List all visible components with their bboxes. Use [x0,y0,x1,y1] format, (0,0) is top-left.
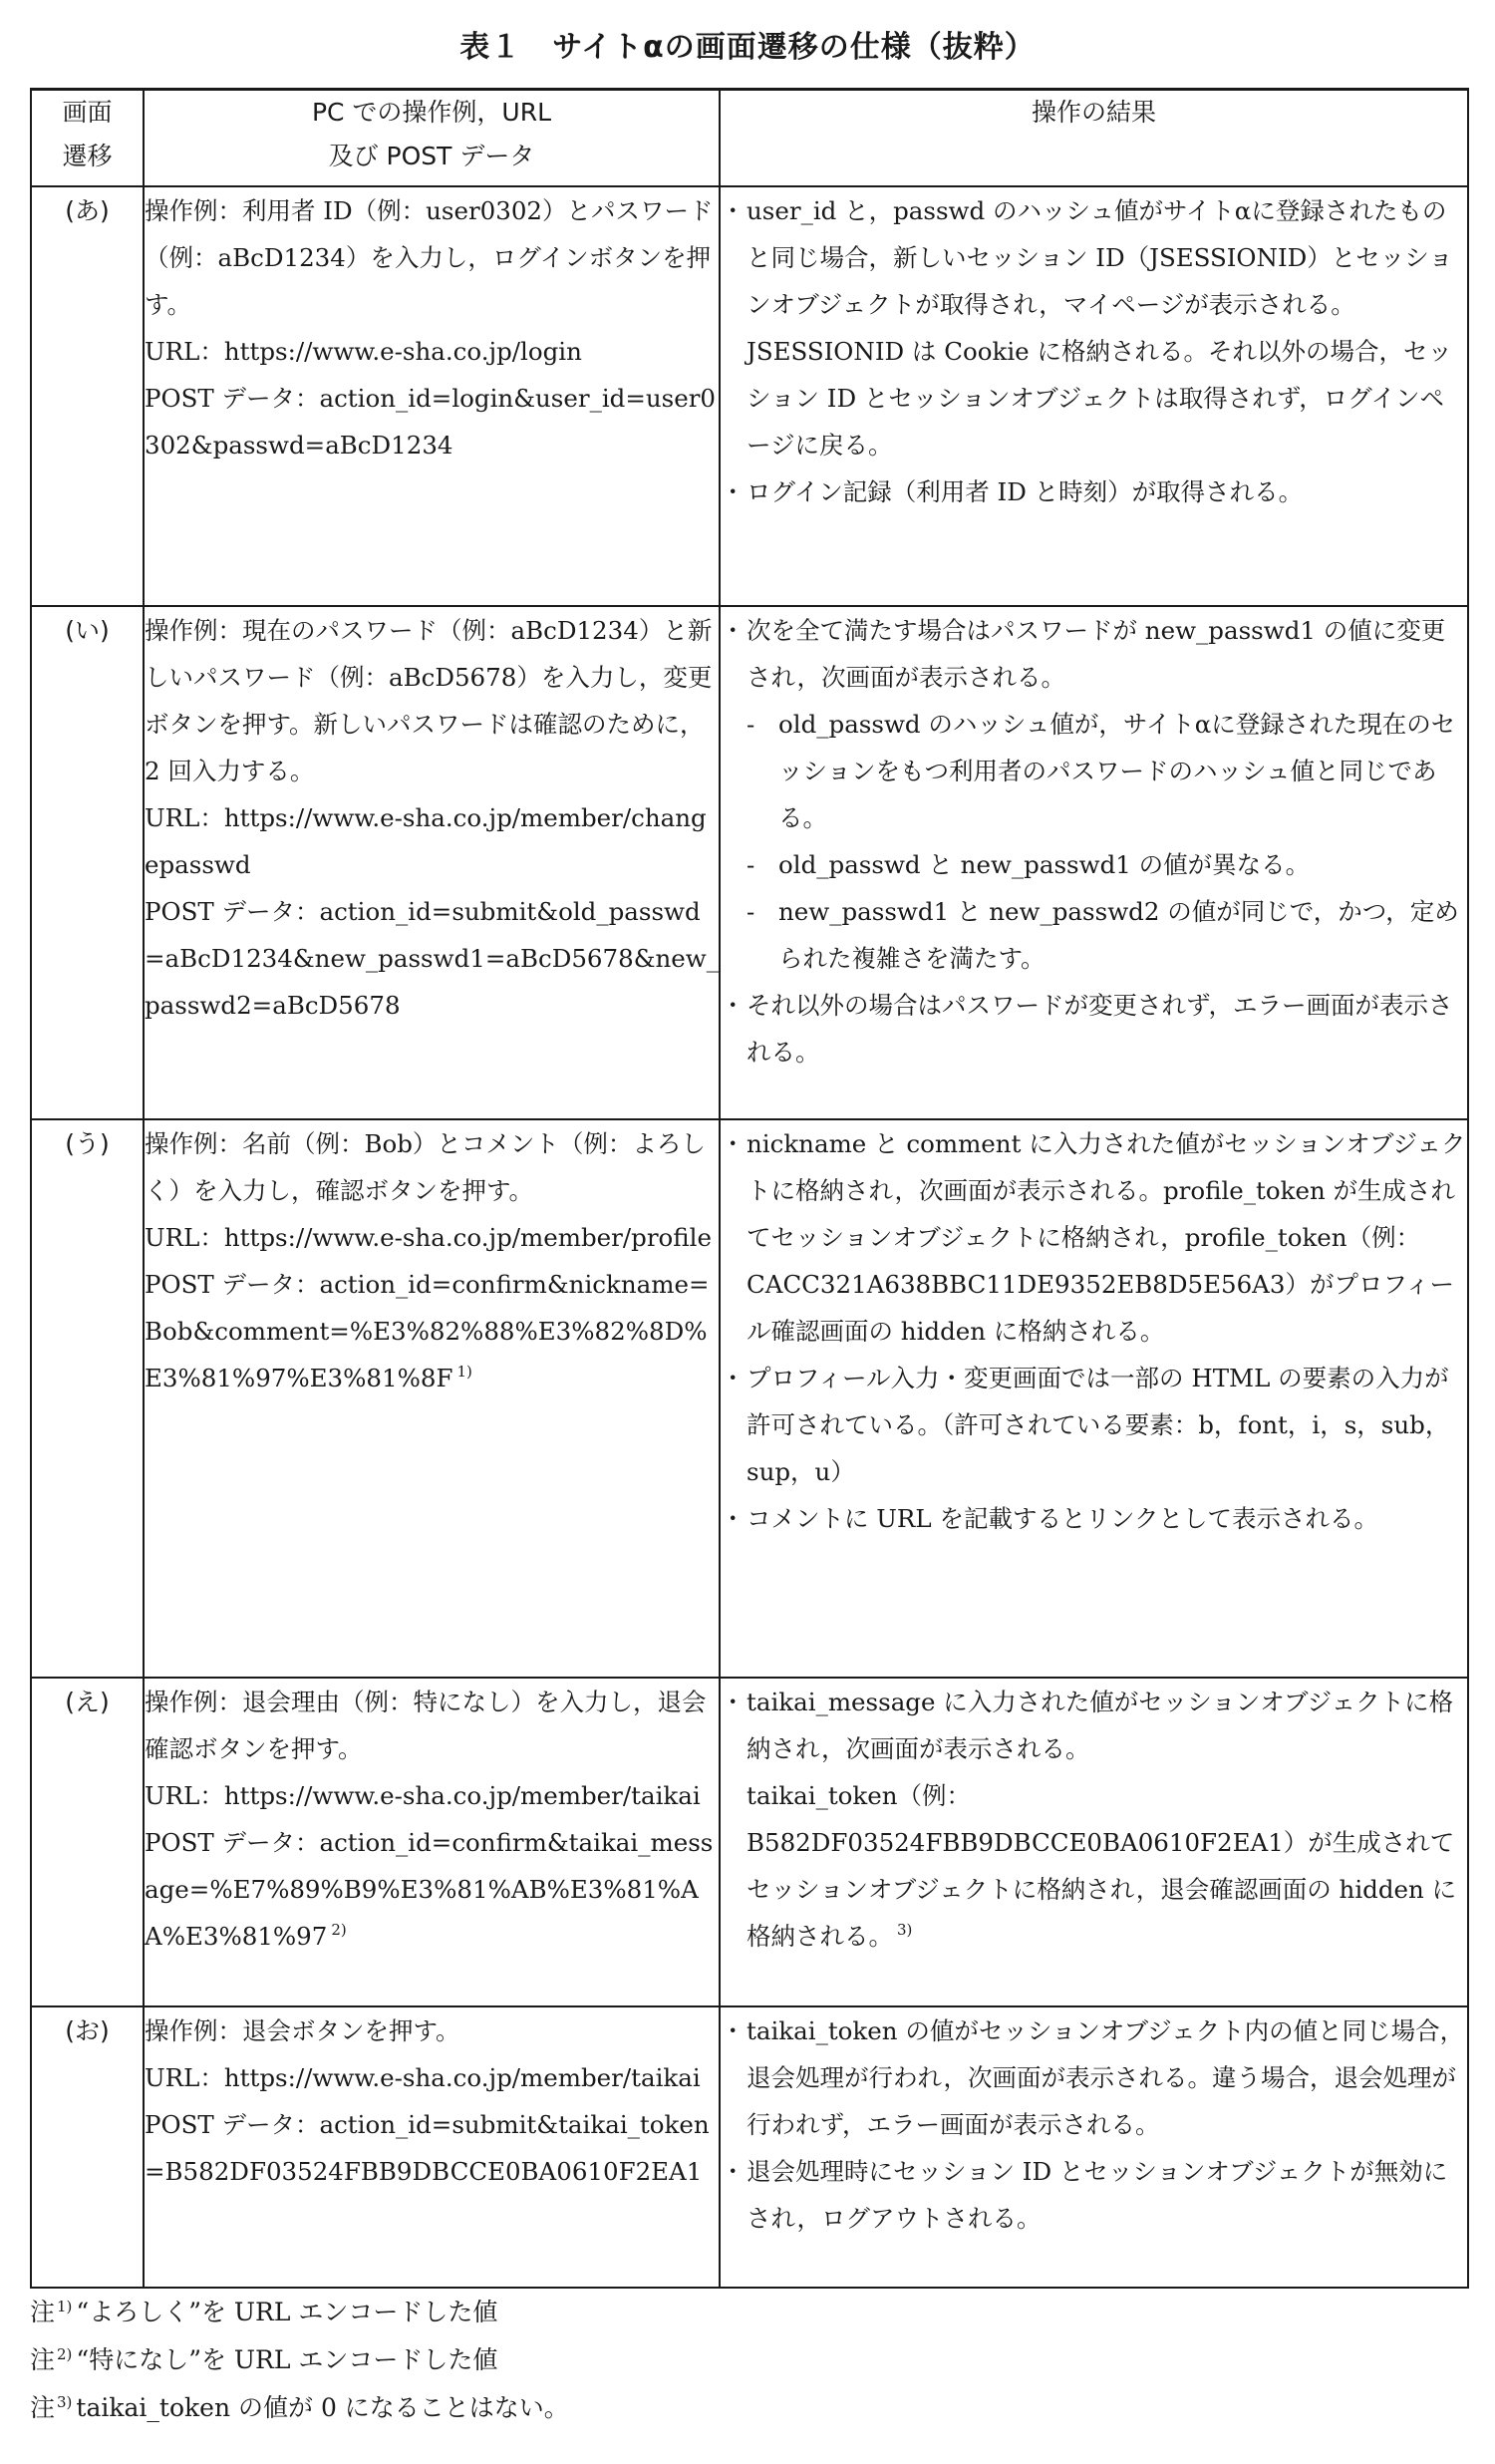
footnote-ref: 2) [331,1921,347,1940]
footnotes [30,2289,569,2432]
footnote-text: taikai_token の値が 0 になることはない。 [76,2393,569,2422]
operation-url: URL：https://www.e-sha.co.jp/member/taikai [145,1780,701,1810]
operation-cell [144,186,720,606]
operation-post-data [145,375,719,468]
header-transition-line2: 遷移 [62,142,113,170]
result-cell [720,2006,1468,2288]
table-row [31,606,1468,1119]
table-title: 表１ サイトαの画面遷移の仕様（抜粋） [459,30,1036,65]
table-row [31,1119,1468,1678]
operation-example: 操作例：退会理由（例：特になし）を入力し，退会確認ボタンを押す。 [145,1687,707,1763]
operation-post-data [145,1819,719,1960]
result-text: taikai_token（例：B582DF03524FBB9DBCCE0BA0610F2EA1）が生成されてセッションオブジェクトに格納され，退会確認画面の hidden に格納される。 [747,1780,1457,1951]
result-item [721,1120,1467,1355]
post-data-text: POST データ：action_id=submit&old_passwd=aBcD1234&new_passwd1=aBcD5678&new_passwd2=aBcD5678 [145,896,720,1020]
result-cell [720,606,1468,1119]
operation-example: 操作例：利用者 ID（例：user0302）とパスワード（例：aBcD1234）を入力し，ログインボタンを押す。 [145,195,714,319]
header-result: 操作の結果 [720,90,1468,186]
result-text: nickname と comment に入力された値がセッションオブジェクトに格納され，次画面が表示される。profile_token が生成されてセッションオブジェクトに格納され，profile_token（例：CACC321A638BBC11DE9352EB8D5E56A3）がプロフィール確認画面の hidden に格納される。 [747,1128,1466,1346]
result-item [721,1679,1467,1772]
footnote-item [30,2336,569,2384]
operation-post-data [145,2101,719,2195]
result-item [721,1355,1467,1495]
table-row [31,2006,1468,2288]
result-text: それ以外の場合はパスワードが変更されず，エラー画面が表示される。 [747,990,1453,1067]
result-item [721,607,1467,701]
header-operation-line2: 及び POST データ [328,142,535,170]
header-transition-line1: 画面 [62,98,113,127]
result-text: コメントに URL を記載するとリンクとして表示される。 [747,1503,1378,1533]
result-text: 退会処理時にセッション ID とセッションオブジェクトが無効にされ，ログアウトされる。 [747,2156,1448,2233]
transition-label: (お) [31,2006,144,2288]
operation-url: URL：https://www.e-sha.co.jp/member/taikai [145,2062,701,2092]
table-header-row [31,90,1468,186]
transition-label: (え) [31,1678,144,2006]
result-item [721,2007,1467,2148]
operation-cell [144,1119,720,1678]
operation-cell [144,1678,720,2006]
transition-label: (う) [31,1119,144,1678]
result-text: taikai_message に入力された値がセッションオブジェクトに格納され，次画面が表示される。 [747,1687,1454,1763]
post-data-text: POST データ：action_id=login&user_id=user0302&passwd=aBcD1234 [145,383,717,460]
result-text: ログイン記録（利用者 ID と時刻）が取得される。 [747,476,1304,506]
result-text: new_passwd1 と new_passwd2 の値が同じで，かつ，定められた複雑さを満たす。 [778,896,1459,973]
operation-url: URL：https://www.e-sha.co.jp/member/changepasswd [145,802,707,879]
screen-transition-spec-table [30,88,1469,2289]
operation-example: 操作例：名前（例：Bob）とコメント（例：よろしく）を入力し，確認ボタンを押す。 [145,1128,706,1205]
result-text: プロフィール入力・変更画面では一部の HTML の要素の入力が許可されている。（許可されている要素：b，font，i，s，sub，sup，u） [747,1363,1450,1486]
footnote-ref: 3) [897,1921,913,1940]
header-operation-line1: PC での操作例，URL [311,98,552,127]
result-cell [720,186,1468,606]
footnote-mark: 1) [57,2297,73,2315]
result-text: user_id と，passwd のハッシュ値がサイトαに登録されたものと同じ場合，新しいセッション ID（JSESSIONID）とセッションオブジェクトが取得され，マイページが表示される。JSESSIONID は Cookie に格納される。それ以外の場合，セッション ID とセッションオブジェクトは取得されず，ログインページに戻る。 [747,195,1453,460]
operation-cell [144,2006,720,2288]
post-data-text: POST データ：action_id=confirm&taikai_message=%E7%89%B9%E3%81%AB%E3%81%AA%E3%81%97 [145,1827,714,1951]
operation-url: URL：https://www.e-sha.co.jp/member/profile [145,1222,712,1252]
result-text: taikai_token の値がセッションオブジェクト内の値と同じ場合，退会処理が行われ，次画面が表示される。違う場合，退会処理が行われず，エラー画面が表示される。 [747,2015,1465,2139]
table-row [31,1678,1468,2006]
result-item [721,888,1467,982]
result-cell [720,1678,1468,2006]
result-item [721,701,1467,841]
result-item [721,187,1467,468]
footnote-item [30,2384,569,2432]
post-data-text: POST データ：action_id=submit&taikai_token=B582DF03524FBB9DBCCE0BA0610F2EA1 [145,2109,710,2186]
result-item [721,468,1467,515]
result-item [721,2148,1467,2242]
footnote-ref: 1) [456,1363,472,1382]
table-row [31,186,1468,606]
result-text: 次を全て満たす場合はパスワードが new_passwd1 の値に変更され，次画面が表示される。 [747,615,1446,692]
operation-url: URL：https://www.e-sha.co.jp/login [145,336,582,366]
operation-post-data [145,888,719,1029]
result-cell [720,1119,1468,1678]
result-text: old_passwd のハッシュ値が，サイトαに登録された現在のセッションをもつ利用者のパスワードのハッシュ値と同じである。 [778,709,1456,832]
operation-cell [144,606,720,1119]
footnote-text: “よろしく”を URL エンコードした値 [76,2298,498,2326]
operation-example: 操作例：退会ボタンを押す。 [145,2015,460,2045]
operation-example: 操作例：現在のパスワード（例：aBcD1234）と新しいパスワード（例：aBcD5678）を入力し，変更ボタンを押す。新しいパスワードは確認のために，2 回入力する。 [145,615,713,785]
footnote-text: “特になし”を URL エンコードした値 [76,2345,498,2374]
post-data-text: POST データ：action_id=confirm&nickname=Bob&comment=%E3%82%88%E3%82%8D%E3%81%97%E3%81%8F [145,1269,710,1392]
footnote-prefix: 注 [30,2298,56,2326]
footnote-mark: 2) [57,2344,73,2363]
header-transition [31,90,144,186]
transition-label: (い) [31,606,144,1119]
result-text: old_passwd と new_passwd1 の値が異なる。 [778,849,1311,879]
operation-post-data [145,1261,719,1401]
result-item [721,841,1467,888]
footnote-mark: 3) [57,2392,73,2411]
result-item [721,1772,1467,1960]
transition-label: (あ) [31,186,144,606]
header-operation [144,90,720,186]
footnote-prefix: 注 [30,2345,56,2374]
result-item [721,982,1467,1076]
footnote-prefix: 注 [30,2393,56,2422]
footnote-item [30,2289,569,2336]
result-item [721,1495,1467,1542]
